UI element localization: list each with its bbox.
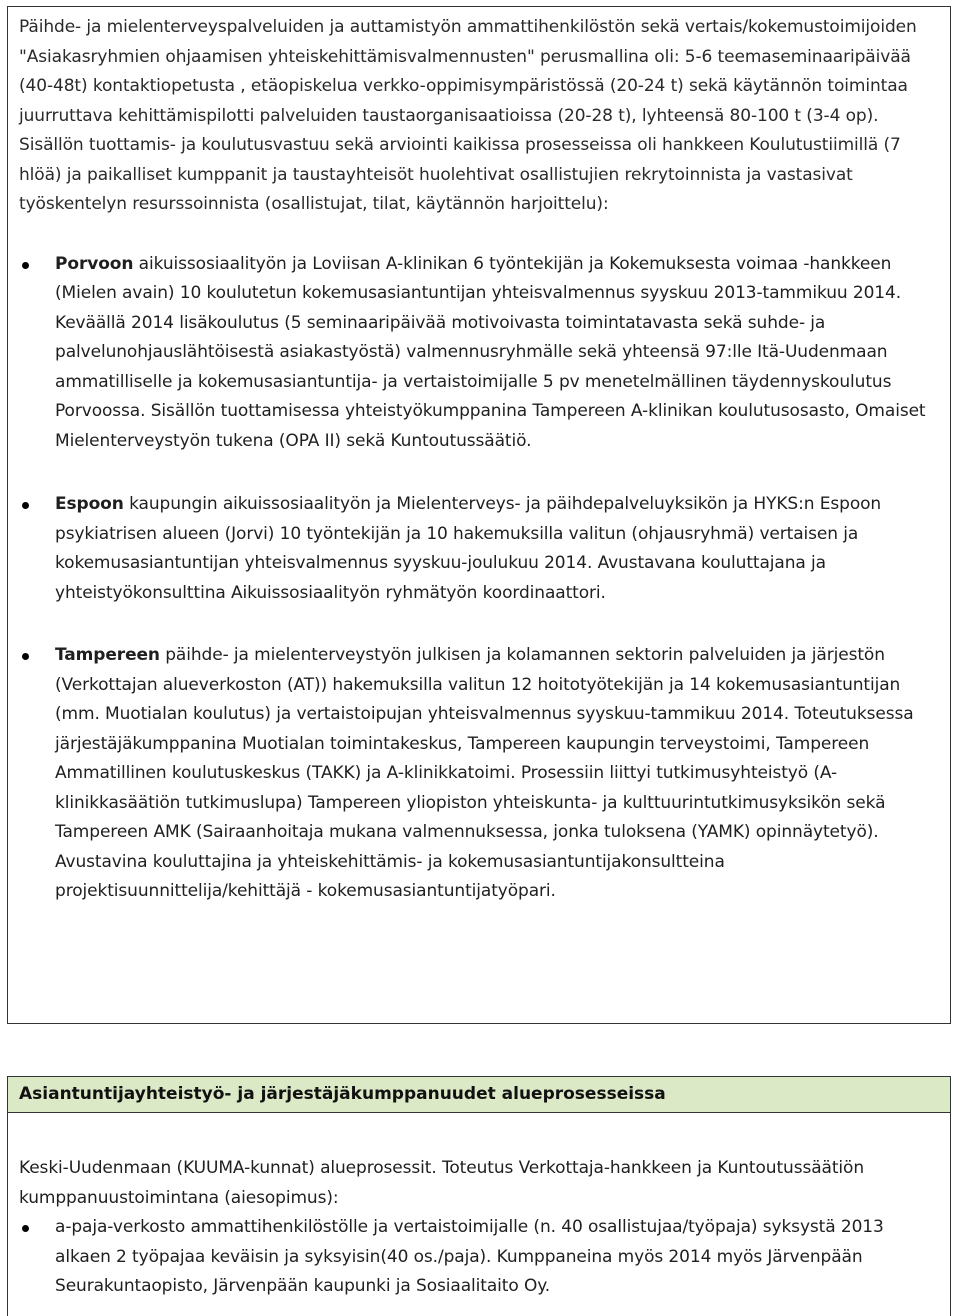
list-item-a-paja xyxy=(19,1213,943,1302)
bullet-icon xyxy=(22,1225,29,1232)
bullet-icon xyxy=(22,502,29,509)
list-item-tampere xyxy=(19,641,943,907)
list-item-text: a-paja-verkosto ammattihenkilöstölle ja vertaistoimijalle (n. 40 osallistujaa/työpaja) syksystä 2013 alkaen 2 työpajaa keväisin ja syksyisin(40 os./paja). Kumppaneina myös 2014 myös Järvenpään Seurakuntaopisto, Järvenpään kaupunki ja Sosiaalitaito Oy. xyxy=(55,1217,884,1296)
list-item-lead: Tampereen xyxy=(55,645,160,665)
list-item-text: kaupungin aikuissosiaalityön ja Mielenterveys- ja päihdepalveluyksikön ja HYKS:n Espoon psykiatrisen alueen (Jorvi) 10 työntekijän ja 10 hakemuksilla valitun (ohjausryhmä) vertaisen ja kokemusasiantuntijan yhteisvalmennus syyskuu-joulukuu 2014. Avustavana kouluttajana ja yhteistyökonsulttina Aikuissosiaalityön ryhmätyön koordinaattori. xyxy=(55,494,882,603)
training-programs-content xyxy=(8,7,950,907)
list-item-lead: Porvoon xyxy=(55,253,134,274)
training-programs-box xyxy=(7,6,951,1024)
partnerships-intro: Keski-Uudenmaan (KUUMA-kunnat) alueprosessit. Toteutus Verkottaja-hankkeen ja Kuntoutussäätiön kumppanuustoimintana (aiesopimus): xyxy=(19,1158,865,1208)
section-heading: Asiantuntijayhteistyö- ja järjestäjäkumppanuudet alueprosesseissa xyxy=(19,1084,666,1104)
list-item-porvoo xyxy=(19,250,943,457)
program-list xyxy=(19,250,943,907)
intro-paragraph: Päihde- ja mielenterveyspalveluiden ja auttamistyön ammattihenkilöstön sekä vertais/kokemustoimijoiden "Asiakasryhmien ohjaamisen yhteiskehittämisvalmennusten" perusmallina oli: 5-6 teemaseminaaripäivää (40-48t) kontaktiopetusta , etäopiskelua verkko-oppimisympäristössä (20-24 t) sekä käytännön toimintaa juurruttava kehittämispilotti palveluiden taustaorganisaatioissa (20-28 t), lyhteensä 80-100 t (3-4 op). Sisällön tuottamis- ja koulutusvastuu sekä arviointi kaikissa prosesseissa oli hankkeen Koulutustiimillä (7 hlöä) ja paikalliset kumppanit ja taustayhteisöt huolehtivat osallistujien rekrytoinnista ja vastasivat työskentelyn resurssoinnista (osallistujat, tilat, käytännön harjoittelu): xyxy=(19,17,917,214)
list-item-text: päihde- ja mielenterveystyön julkisen ja kolamannen sektorin palveluiden ja järjestön (Verkottajan alueverkoston (AT)) hakemuksilla valitun 12 hoitotyötekijän ja 14 kokemusasiantuntijan (mm. Muotialan koulutus) ja vertaistoipujan yhteisvalmennus syyskuu-tammikuu 2014. Toteutuksessa järjestäjäkumppanina Muotialan toimintakeskus, Tampereen kaupungin terveystoimi, Tampereen Ammatillinen koulutuskeskus (TAKK) ja A-klinikkatoimi. Prosessiin liittyi tutkimusyhteistyö (A-klinikkasäätiön tutkimuslupa) Tampereen yliopiston yhteiskunta- ja kulttuurintutkimusyksikön sekä Tampereen AMK (Sairaanhoitaja mukana valmennuksessa, jonka tuloksena (YAMK) opinnäytetyö). Avustavina kouluttajina ja yhteiskehittämis- ja kokemusasiantuntijakonsultteina projektisuunnittelija/kehittäjä - kokemusasiantuntijatyöpari. xyxy=(55,645,914,901)
list-item-lead: Espoon xyxy=(55,494,124,514)
partnerships-box xyxy=(7,1076,951,1316)
list-item-text: aikuissosiaalityön ja Loviisan A-klinikan 6 työntekijän ja Kokemuksesta voimaa -hankkeen (Mielen avain) 10 koulutetun kokemusasiantuntijan yhteisvalmennus syyskuu 2013-tammikuu 2014. Keväällä 2014 lisäkoulutus (5 seminaaripäivää motivoivasta toimintatavasta sekä suhde- ja palvelunohjauslähtöisestä asiakastyöstä) valmennusryhmälle sekä yhteensä 97:lle Itä-Uudenmaan ammatilliselle ja kokemusasiantuntija- ja vertaistoimijalle 5 pv menetelmällinen täydennyskoulutus Porvoossa. Sisällön tuottamisessa yhteistyökumppanina Tampereen A-klinikan koulutusosasto, Omaiset Mielenterveystyön tukena (OPA II) sekä Kuntoutussäätiö. xyxy=(55,253,926,451)
bullet-icon xyxy=(22,653,29,660)
bullet-icon xyxy=(22,262,29,269)
partnerships-content xyxy=(8,1113,950,1302)
partnerships-list xyxy=(19,1213,943,1302)
section-heading-band xyxy=(8,1077,950,1113)
list-item-espoo xyxy=(19,490,943,608)
